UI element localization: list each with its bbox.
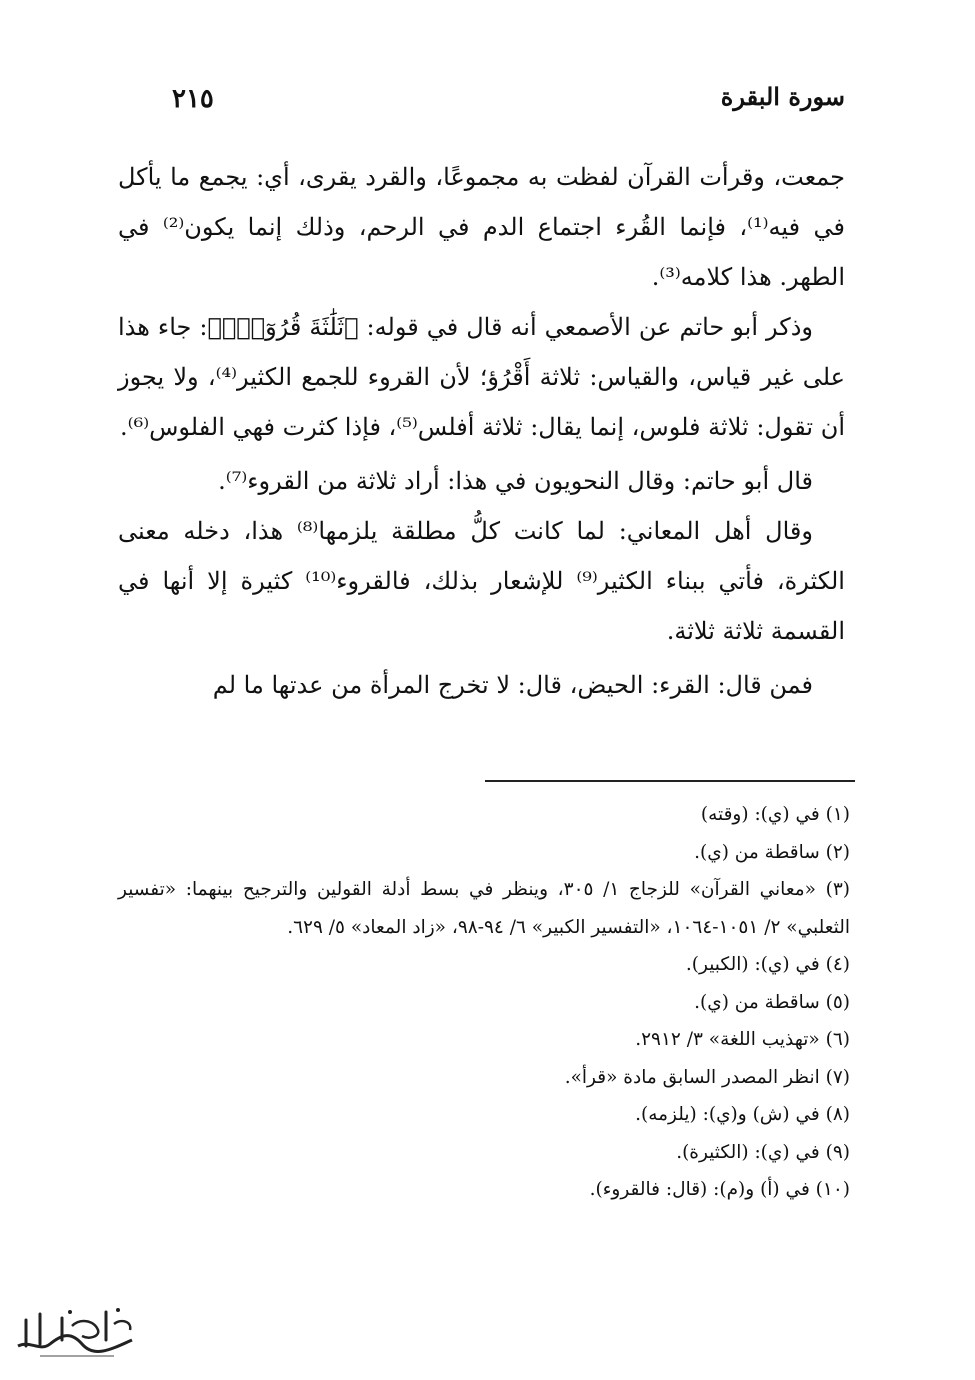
footnote-4: (٤) في (ي): (الكبير). (685, 954, 850, 975)
footnotes (118, 796, 850, 1209)
footnote-10: (١٠) في (أ) و(م): (قال: فالقروء). (589, 1179, 850, 1200)
publisher-logo (10, 1300, 140, 1362)
footnote-5: (٥) ساقطة من (ي). (694, 991, 850, 1013)
paragraph-2: وذكر أبو حاتم عن الأصمعي أنه قال في قوله: ﴿ثَلَٰثَةَ قُرُوٓءٍۚ﴾: جاء هذا على غير قياس، والقياس: ثلاثة أَقْرُؤ؛ لأن القروء للجمع الكثير⁽⁴⁾، ولا يجوز أن تقول: ثلاثة فلوس، إنما يقال: ثلاثة أفلس⁽⁵⁾، فإذا كثرت فهي الفلوس⁽⁶⁾. (118, 313, 845, 441)
footnote-6: (٦) «تهذيب اللغة» ٣/ ٢٩١٢. (635, 1029, 850, 1050)
paragraph-4: وقال أهل المعاني: لما كانت كلُّ مطلقة يلزمها⁽⁸⁾ هذا، دخله معنى الكثرة، فأتي ببناء الكثير⁽⁹⁾ للإشعار بذلك، فالقروء⁽¹⁰⁾ كثيرة إلا أنها في القسمة ثلاثة ثلاثة. (118, 517, 845, 645)
page-header (160, 82, 845, 126)
paragraph-5: فمن قال: القرء: الحيض، قال: لا تخرج المرأة من عدتها ما لم (212, 671, 813, 699)
footnote-9: (٩) في (ي): (الكثيرة). (676, 1141, 850, 1163)
paragraph-3: قال أبو حاتم: وقال النحويون في هذا: أراد ثلاثة من القروء⁽⁷⁾. (218, 467, 813, 495)
footnote-2: (٢) ساقطة من (ي). (694, 841, 850, 863)
footnote-3: (٣) «معاني القرآن» للزجاج ١/ ٣٠٥، وينظر في بسط أدلة القولين والترجيح بينهما: «تفسير الثعلبي» ٢/ ١٠٥١-١٠٦٤، «التفسير الكبير» ٦/ ٩٤-٩٨، «زاد المعاد» ٥/ ٦٢٩. (118, 879, 850, 938)
paragraph-1: جمعت، وقرأت القرآن لفظت به مجموعًا، والقرد يقرى، أي: يجمع ما يأكل في فيه⁽¹⁾، فإنما القُرء اجتماع الدم في الرحم، وذلك إنما يكون⁽²⁾ في الطهر. هذا كلامه⁽³⁾. (118, 163, 846, 291)
page-number: ٢١٥ (172, 84, 214, 114)
footnote-7: (٧) انظر المصدر السابق مادة «قرأ». (564, 1066, 850, 1088)
footnote-8: (٨) في (ش) و(ي): (يلزمه). (635, 1104, 850, 1125)
main-text (118, 152, 845, 710)
footnote-divider (485, 780, 855, 782)
surah-title: سورة البقرة (720, 82, 845, 111)
footnote-1: (١) في (ي): (وقته) (700, 804, 850, 825)
